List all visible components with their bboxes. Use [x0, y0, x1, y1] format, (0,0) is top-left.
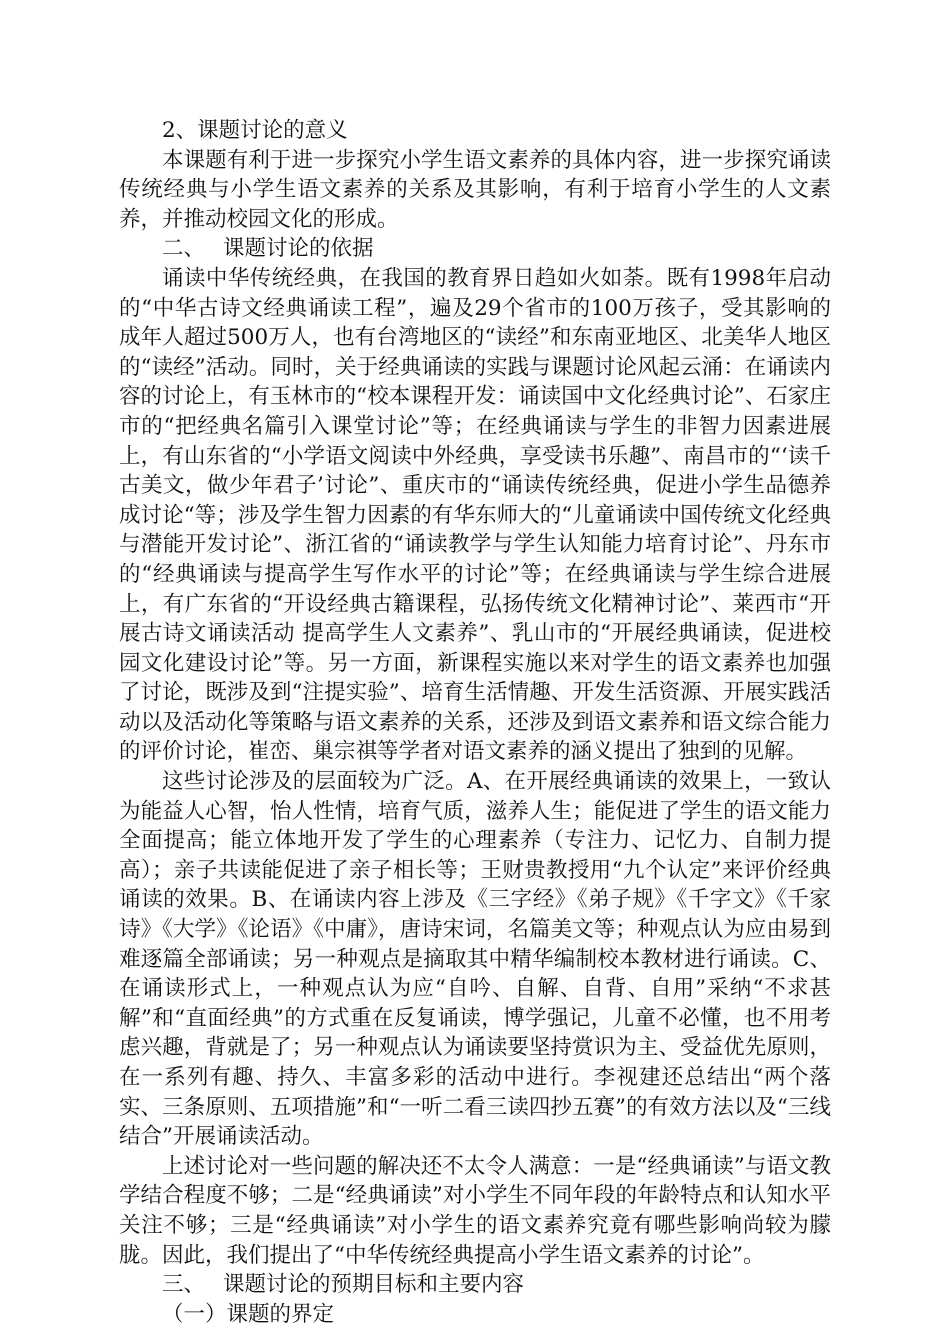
- part-2-title: 课题讨论的依据: [223, 236, 374, 262]
- section-2-heading: 2、课题讨论的意义: [162, 118, 348, 143]
- subsection-1-heading: （一）课题的界定: [162, 1301, 335, 1327]
- basis-paragraph-3: 上述讨论对一些问题的解决还不太令人满意：一是“经典诵读”与语文教学结合程度不够；二是“经典诵读”对小学生不同年段的年龄特点和认知水平关注不够；三是“经典诵读”对小学生的语文素养究竟有哪些影响尚较为朦胧。因此，我们提出了“中华传统经典提高小学生语文素养的讨论”。: [119, 1153, 831, 1268]
- part-2-heading: [119, 234, 831, 264]
- part-3-heading: [119, 1270, 831, 1300]
- part-3-number: 三、: [162, 1272, 206, 1298]
- part-2-number: 二、: [162, 236, 206, 262]
- document-page: [119, 116, 831, 1329]
- section-2-paragraph: 本课题有利于进一步探究小学生语文素养的具体内容，进一步探究诵读传统经典与小学生语文素养的关系及其影响，有利于培育小学生的人文素养，并推动校园文化的形成。: [119, 147, 831, 232]
- basis-paragraph-1: 诵读中华传统经典，在我国的教育界日趋如火如荼。既有1998年启动的“中华古诗文经典诵读工程”，遍及29个省市的100万孩子，受其影响的成年人超过500万人，也有台湾地区的“读经”和东南亚地区、北美华人地区的“读经”活动。同时，关于经典诵读的实践与课题讨论风起云涌：在诵读内容的讨论上，有玉林市的“校本课程开发：诵读国中文化经典讨论”、石家庄市的“把经典名篇引入课堂讨论”等；在经典诵读与学生的非智力因素进展上，有山东省的“小学语文阅读中外经典，享受读书乐趣”、南昌市的“‘读千古美文，做少年君子’讨论”、重庆市的“诵读传统经典，促进小学生品德养成讨论“等；涉及学生智力因素的有华东师大的“儿童诵读中国传统文化经典与潜能开发讨论”、浙江省的“诵读教学与学生认知能力培育讨论”、丹东市的“经典诵读与提高学生写作水平的讨论”等；在经典诵读与学生综合进展上，有广东省的“开设经典古籍课程，弘扬传统文化精神讨论”、莱西市“开展古诗文诵读活动 提高学生人文素养”、乳山市的“开展经典诵读，促进校园文化建设讨论”等。另一方面，新课程实施以来对学生的语文素养也加强了讨论，既涉及到“注提实验”、培育生活情趣、开发生活资源、开展实践活动以及活动化等策略与语文素养的关系，还涉及到语文素养和语文综合能力的评价讨论，崔峦、巢宗祺等学者对语文素养的涵义提出了独到的见解。: [119, 265, 831, 765]
- basis-paragraph-2: 这些讨论涉及的层面较为广泛。A、在开展经典诵读的效果上，一致认为能益人心智，怡人性情，培育气质，滋养人生；能促进了学生的语文能力全面提高；能立体地开发了学生的心理素养（专注力、记忆力、自制力提高）；亲子共读能促进了亲子相长等；王财贵教授用“九个认定”来评价经典诵读的效果。B、在诵读内容上涉及《三字经》《弟子规》《千字文》《千家诗》《大学》《论语》《中庸》，唐诗宋词，名篇美文等；种观点认为应由易到难逐篇全部诵读；另一种观点是摘取其中精华编制校本教材进行诵读。C、在诵读形式上，一种观点认为应“自吟、自解、自背、自用”采纳“不求甚解”和“直面经典”的方式重在反复诵读，博学强记，儿童不必懂，也不用考虑兴趣，背就是了；另一种观点认为诵读要坚持赏识为主、受益优先原则，在一系列有趣、持久、丰富多彩的活动中进行。李视建还总结出“两个落实、三条原则、五项措施”和“一听二看三读四抄五赛”的有效方法以及“三线结合”开展诵读活动。: [119, 769, 831, 1150]
- part-3-title: 课题讨论的预期目标和主要内容: [223, 1272, 525, 1298]
